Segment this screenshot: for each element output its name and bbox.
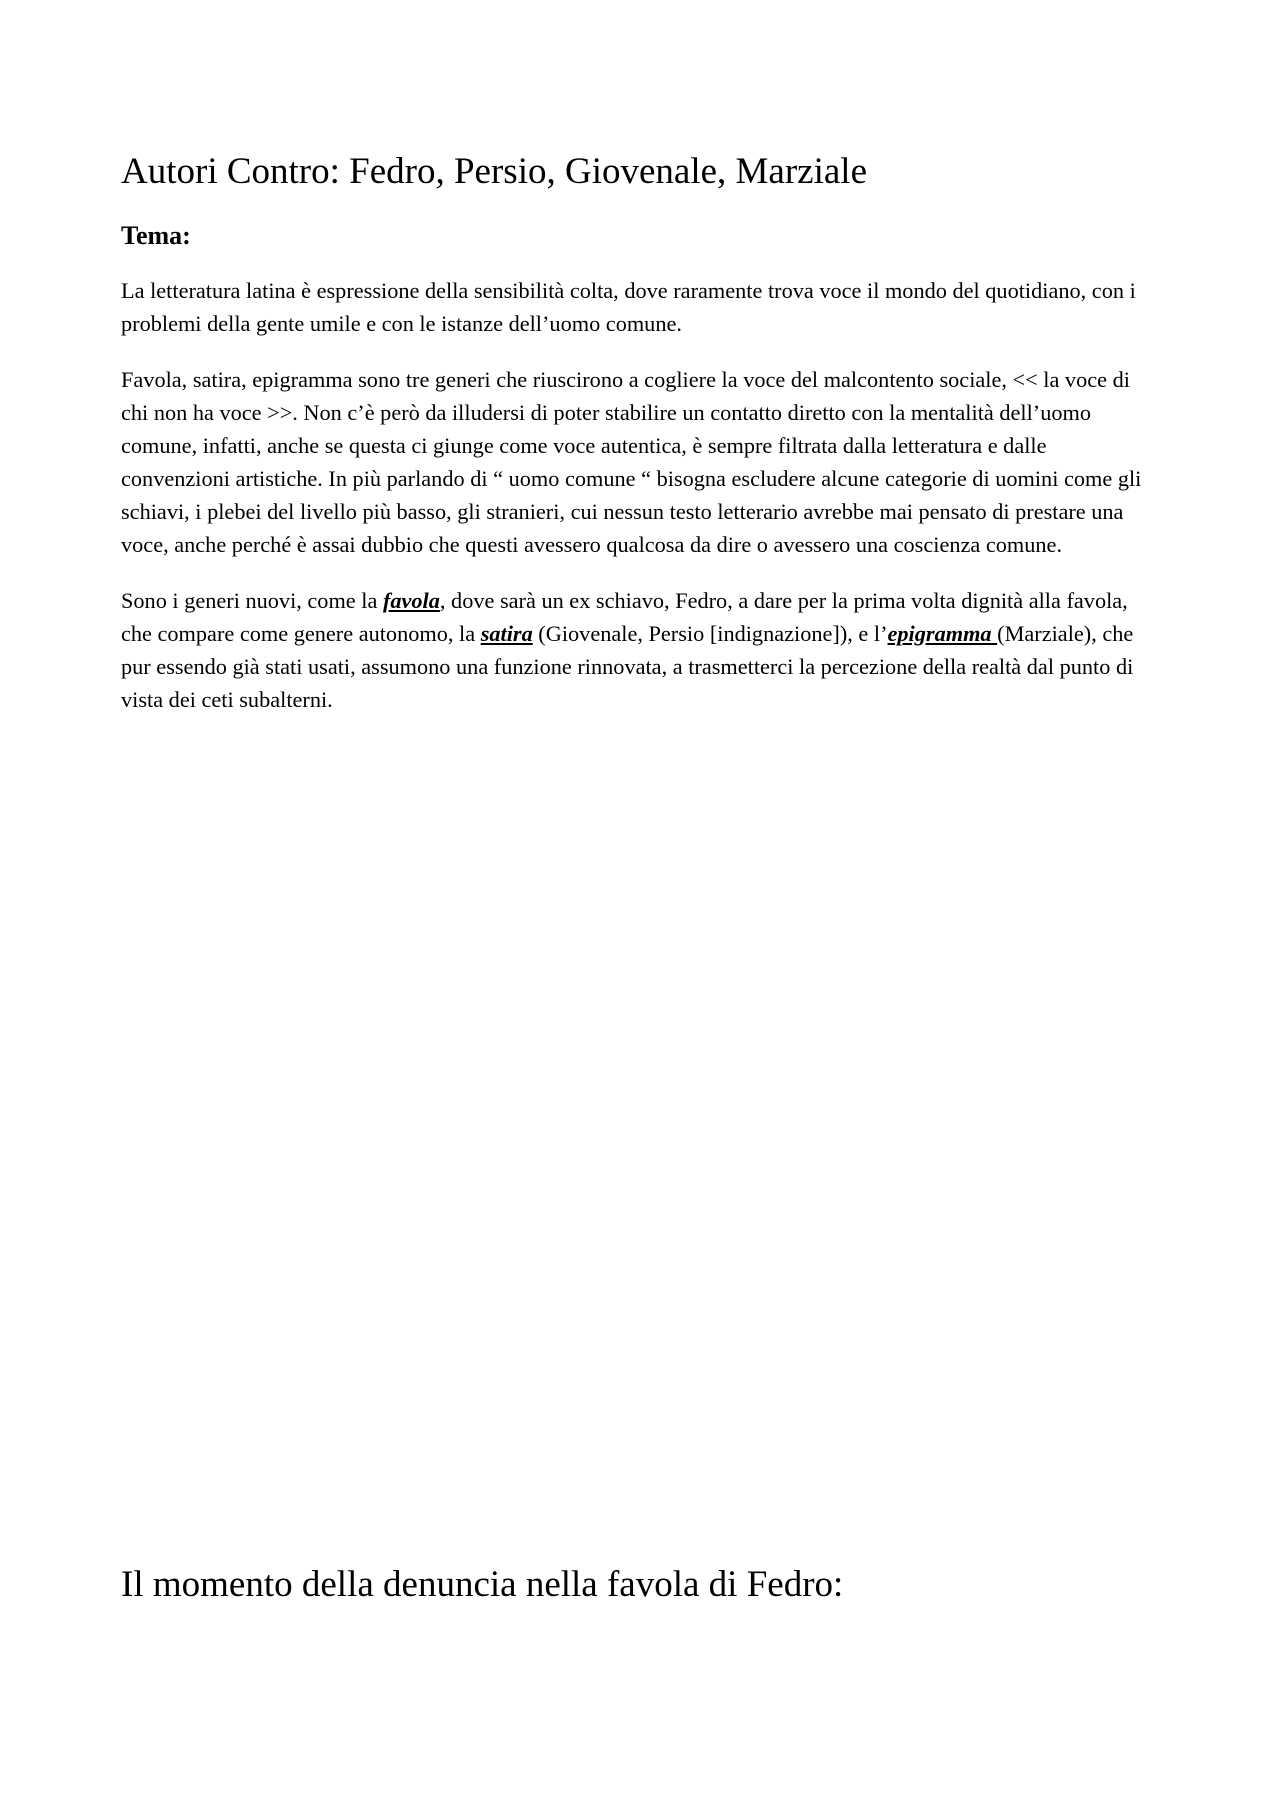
paragraph-3-text-4: (Marziale), che pur essendo già stati usati, assumono una funzione rinnovata, a trasmetterci la percezione della realtà dal punto di vista dei ceti subalterni. xyxy=(121,620,1134,712)
keyword-satira: satira xyxy=(480,620,533,646)
paragraph-3-text-3: (Giovenale, Persio [indignazione]), e l’ xyxy=(532,620,888,646)
theme-label: Tema: xyxy=(121,221,191,251)
keyword-favola: favola xyxy=(382,587,440,613)
document-title: Autori Contro: Fedro, Persio, Giovenale, Marziale xyxy=(121,151,867,192)
keyword-epigramma: epigramma xyxy=(887,620,998,646)
paragraph-1: La letteratura latina è espressione della sensibilità colta, dove raramente trova voce il mondo del quotidiano, con i problemi della gente umile e con le istanze dell’uomo comune. xyxy=(121,277,1136,336)
paragraph-3-text-2: , dove sarà un ex schiavo, Fedro, a dare per la prima volta dignità alla favola, che compare come genere autonomo, la xyxy=(121,587,1128,646)
paragraph-2: Favola, satira, epigramma sono tre generi che riuscirono a cogliere la voce del malcontento sociale, << la voce di chi non ha voce >>. Non c’è però da illudersi di poter stabilire un contatto diretto con la mentalità dell’uomo comune, infatti, anche se questa ci giunge come voce autentica, è sempre filtrata dalla letteratura e dalle convenzioni artistiche. In più parlando di “ uomo comune “ bisogna escludere alcune categorie di uomini come gli schiavi, i plebei del livello più basso, gli stranieri, cui nessun testo letterario avrebbe mai pensato di prestare una voce, anche perché è assai dubbio che questi avessero qualcosa da dire o avessero una coscienza comune. xyxy=(121,366,1142,557)
paragraph-3-text-1: Sono i generi nuovi, come la xyxy=(121,587,383,613)
paragraph-3 xyxy=(121,584,1161,716)
document-body xyxy=(121,150,1161,739)
section-heading: Il momento della denuncia nella favola di Fedro: xyxy=(121,1564,844,1605)
